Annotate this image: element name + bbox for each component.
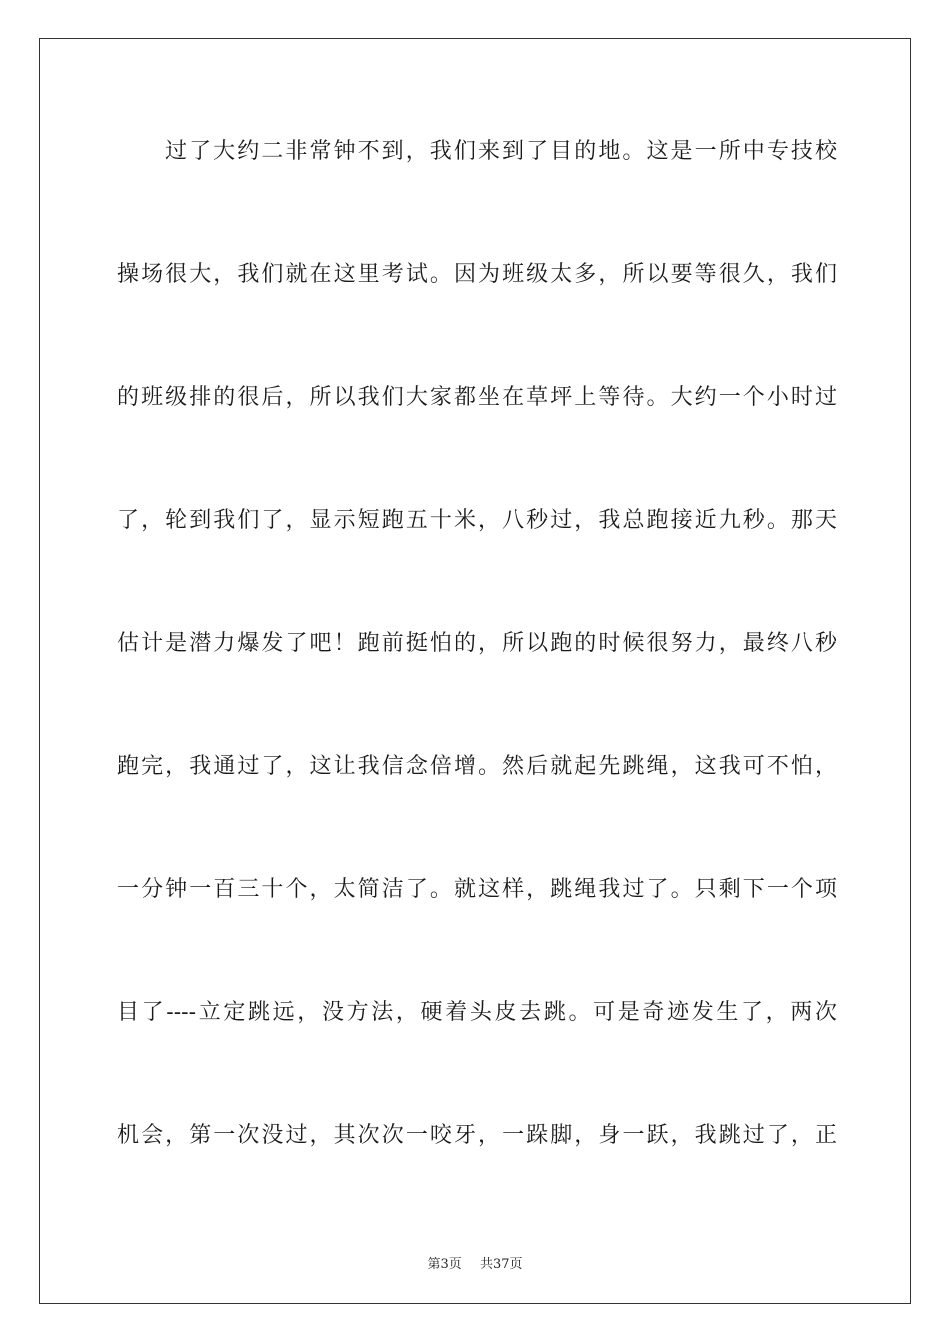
body-text-line: 估计是潜力爆发了吧！跑前挺怕的，所以跑的时候很努力，最终八秒 [117,631,837,656]
body-text-line: 一分钟一百三十个，太简洁了。就这样，跳绳我过了。只剩下一个项 [117,877,837,902]
document-page [39,38,911,1304]
body-text-line: 目了----立定跳远，没方法，硬着头皮去跳。可是奇迹发生了，两次 [117,1000,837,1025]
body-text-line: 过了大约二非常钟不到，我们来到了目的地。这是一所中专技校 [165,139,837,164]
page-total: 共37页 [479,1257,523,1272]
page-number: 第3页 [427,1257,462,1272]
body-text-line: 的班级排的很后，所以我们大家都坐在草坪上等待。大约一个小时过 [117,385,837,410]
body-text-line: 了，轮到我们了，显示短跑五十米，八秒过，我总跑接近九秒。那天 [117,508,837,533]
body-text-line: 操场很大，我们就在这里考试。因为班级太多，所以要等很久，我们 [117,262,837,287]
body-text-line: 机会，第一次没过，其次次一咬牙，一跺脚，身一跃，我跳过了，正 [117,1123,837,1148]
page-footer [40,1253,910,1272]
body-text-line: 跑完，我通过了，这让我信念倍增。然后就起先跳绳，这我可不怕， [117,754,837,779]
